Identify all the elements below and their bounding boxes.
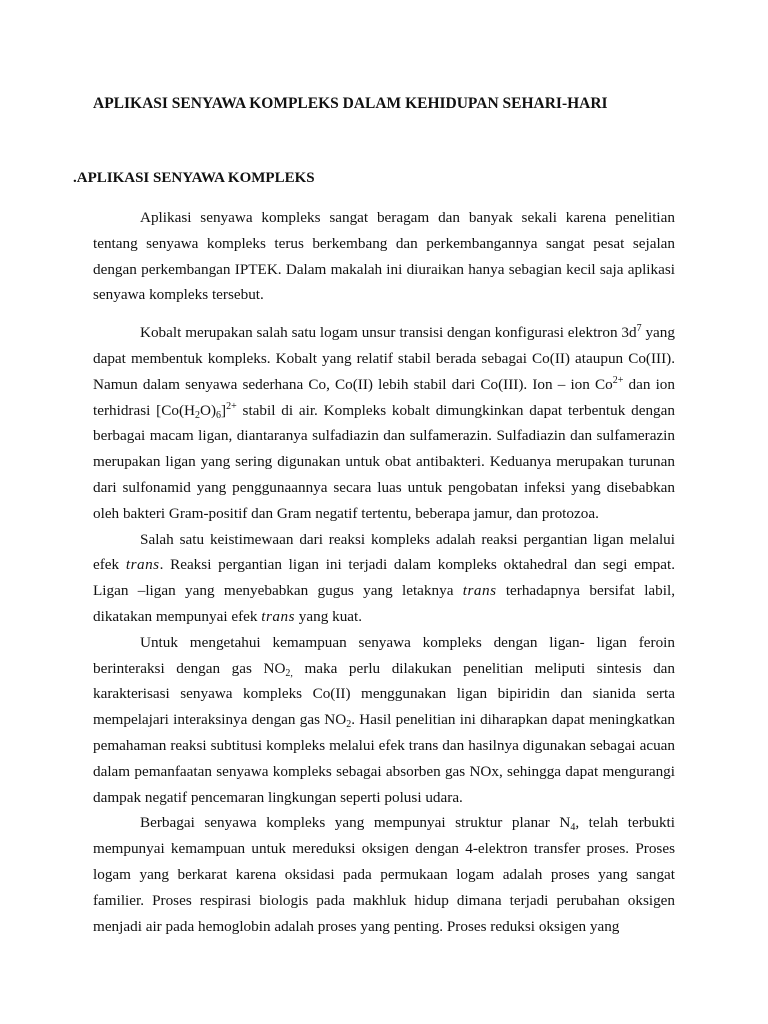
paragraph-no2-interaction	[93, 630, 675, 811]
text: Untuk mengetahui kemampuan senyawa kompleks dengan ligan- ligan feroin berinteraksi dengan gas NO	[93, 633, 675, 677]
superscript: 2+	[612, 374, 624, 386]
superscript: 7	[636, 323, 642, 335]
paragraph-intro: Aplikasi senyawa kompleks sangat beragam dan banyak sekali karena penelitian tentang senyawa kompleks terus berkembang dan perkembangannya sangat pesat sejalan dengan perkembangan IPTEK. Dalam makalah ini diuraikan hanya sebagian kecil saja aplikasi senyawa kompleks tersebut.	[93, 209, 675, 304]
italic-term: trans	[261, 607, 295, 625]
text: , telah terbukti mempunyai kemampuan untuk mereduksi oksigen dengan 4-elektron transfer proses. Proses logam yang berkarat karena oksidasi pada permukaan logam adalah proses yang sangat familier. Proses respirasi biologis pada makhluk hidup dimana terjadi perubahan oksigen menjadi air pada hemoglobin adalah proses yang penting. Proses reduksi oksigen yang	[93, 814, 675, 935]
text: terhadapnya bersifat labil, dikatakan mempunyai efek	[93, 582, 676, 625]
text: stabil di air. Kompleks kobalt dimungkinkan dapat terbentuk dengan berbagai macam ligan, diantaranya sulfadiazin dan sulfamerazin. Sulfadiazin dan sulfamerazin merupakan ligan yang sering digunakan untuk obat antibakteri. Keduanya merupakan turunan dari sulfonamid yang penggunaannya secara luas untuk pengobatan infeksi yang disebabkan oleh bakteri Gram-positif dan Gram negatif tertentu, beberapa jamur, dan protozoa.	[93, 401, 675, 522]
text: dan ion terhidrasi [Co(H	[93, 375, 675, 419]
paragraph-kobalt	[93, 320, 675, 526]
text: O)	[199, 401, 217, 419]
document-title: APLIKASI SENYAWA KOMPLEKS DALAM KEHIDUPAN SEHARI-HARI	[93, 95, 608, 112]
paragraph-oxygen-reduction	[93, 810, 675, 939]
subscript: 4	[570, 822, 576, 834]
text: yang kuat.	[295, 607, 363, 625]
text: yang dapat membentuk kompleks. Kobalt yang relatif stabil berada sebagai Co(II) ataupun Co(III). Namun dalam senyawa sederhana Co, Co(II) lebih stabil dari Co(III). Ion – ion Co	[93, 324, 675, 393]
italic-term: trans	[462, 582, 497, 600]
text: maka perlu dilakukan penelitian meliputi sintesis dan karakterisasi senyawa kompleks Co(II) menggunakan ligan bipiridin dan sianida serta mempelajari interaksinya dengan gas NO	[93, 659, 675, 729]
italic-term: trans	[125, 556, 160, 574]
text: Salah satu keistimewaan dari reaksi kompleks adalah reaksi pergantian ligan melalui efek	[93, 530, 675, 574]
subscript: 2,	[285, 667, 293, 679]
text: Berbagai senyawa kompleks yang mempunyai struktur planar N	[140, 814, 571, 832]
text: . Reaksi pergantian ligan ini terjadi dalam kompleks oktahedral dan segi empat. Ligan –ligan yang menyebabkan gugus yang letaknya	[93, 556, 675, 600]
subscript: 6	[216, 409, 222, 421]
superscript: 2+	[226, 400, 237, 412]
text: ]	[221, 401, 227, 419]
paragraph-trans-effect	[93, 527, 675, 630]
section-heading: .APLIKASI SENYAWA KOMPLEKS	[73, 170, 315, 186]
text: . Hasil penelitian ini diharapkan dapat meningkatkan pemahaman reaksi subtitusi kompleks melalui efek trans dan hasilnya digunakan sebagai acuan dalam pemanfaatan senyawa kompleks sebagai absorben gas NOx, sehingga dapat mengurangi dampak negatif pencemaran lingkungan seperti polusi udara.	[93, 711, 675, 806]
text: Kobalt merupakan salah satu logam unsur transisi dengan konfigurasi elektron 3d	[140, 324, 637, 342]
subscript: 2	[194, 409, 200, 421]
subscript: 2	[346, 719, 352, 731]
document-body	[93, 205, 675, 939]
